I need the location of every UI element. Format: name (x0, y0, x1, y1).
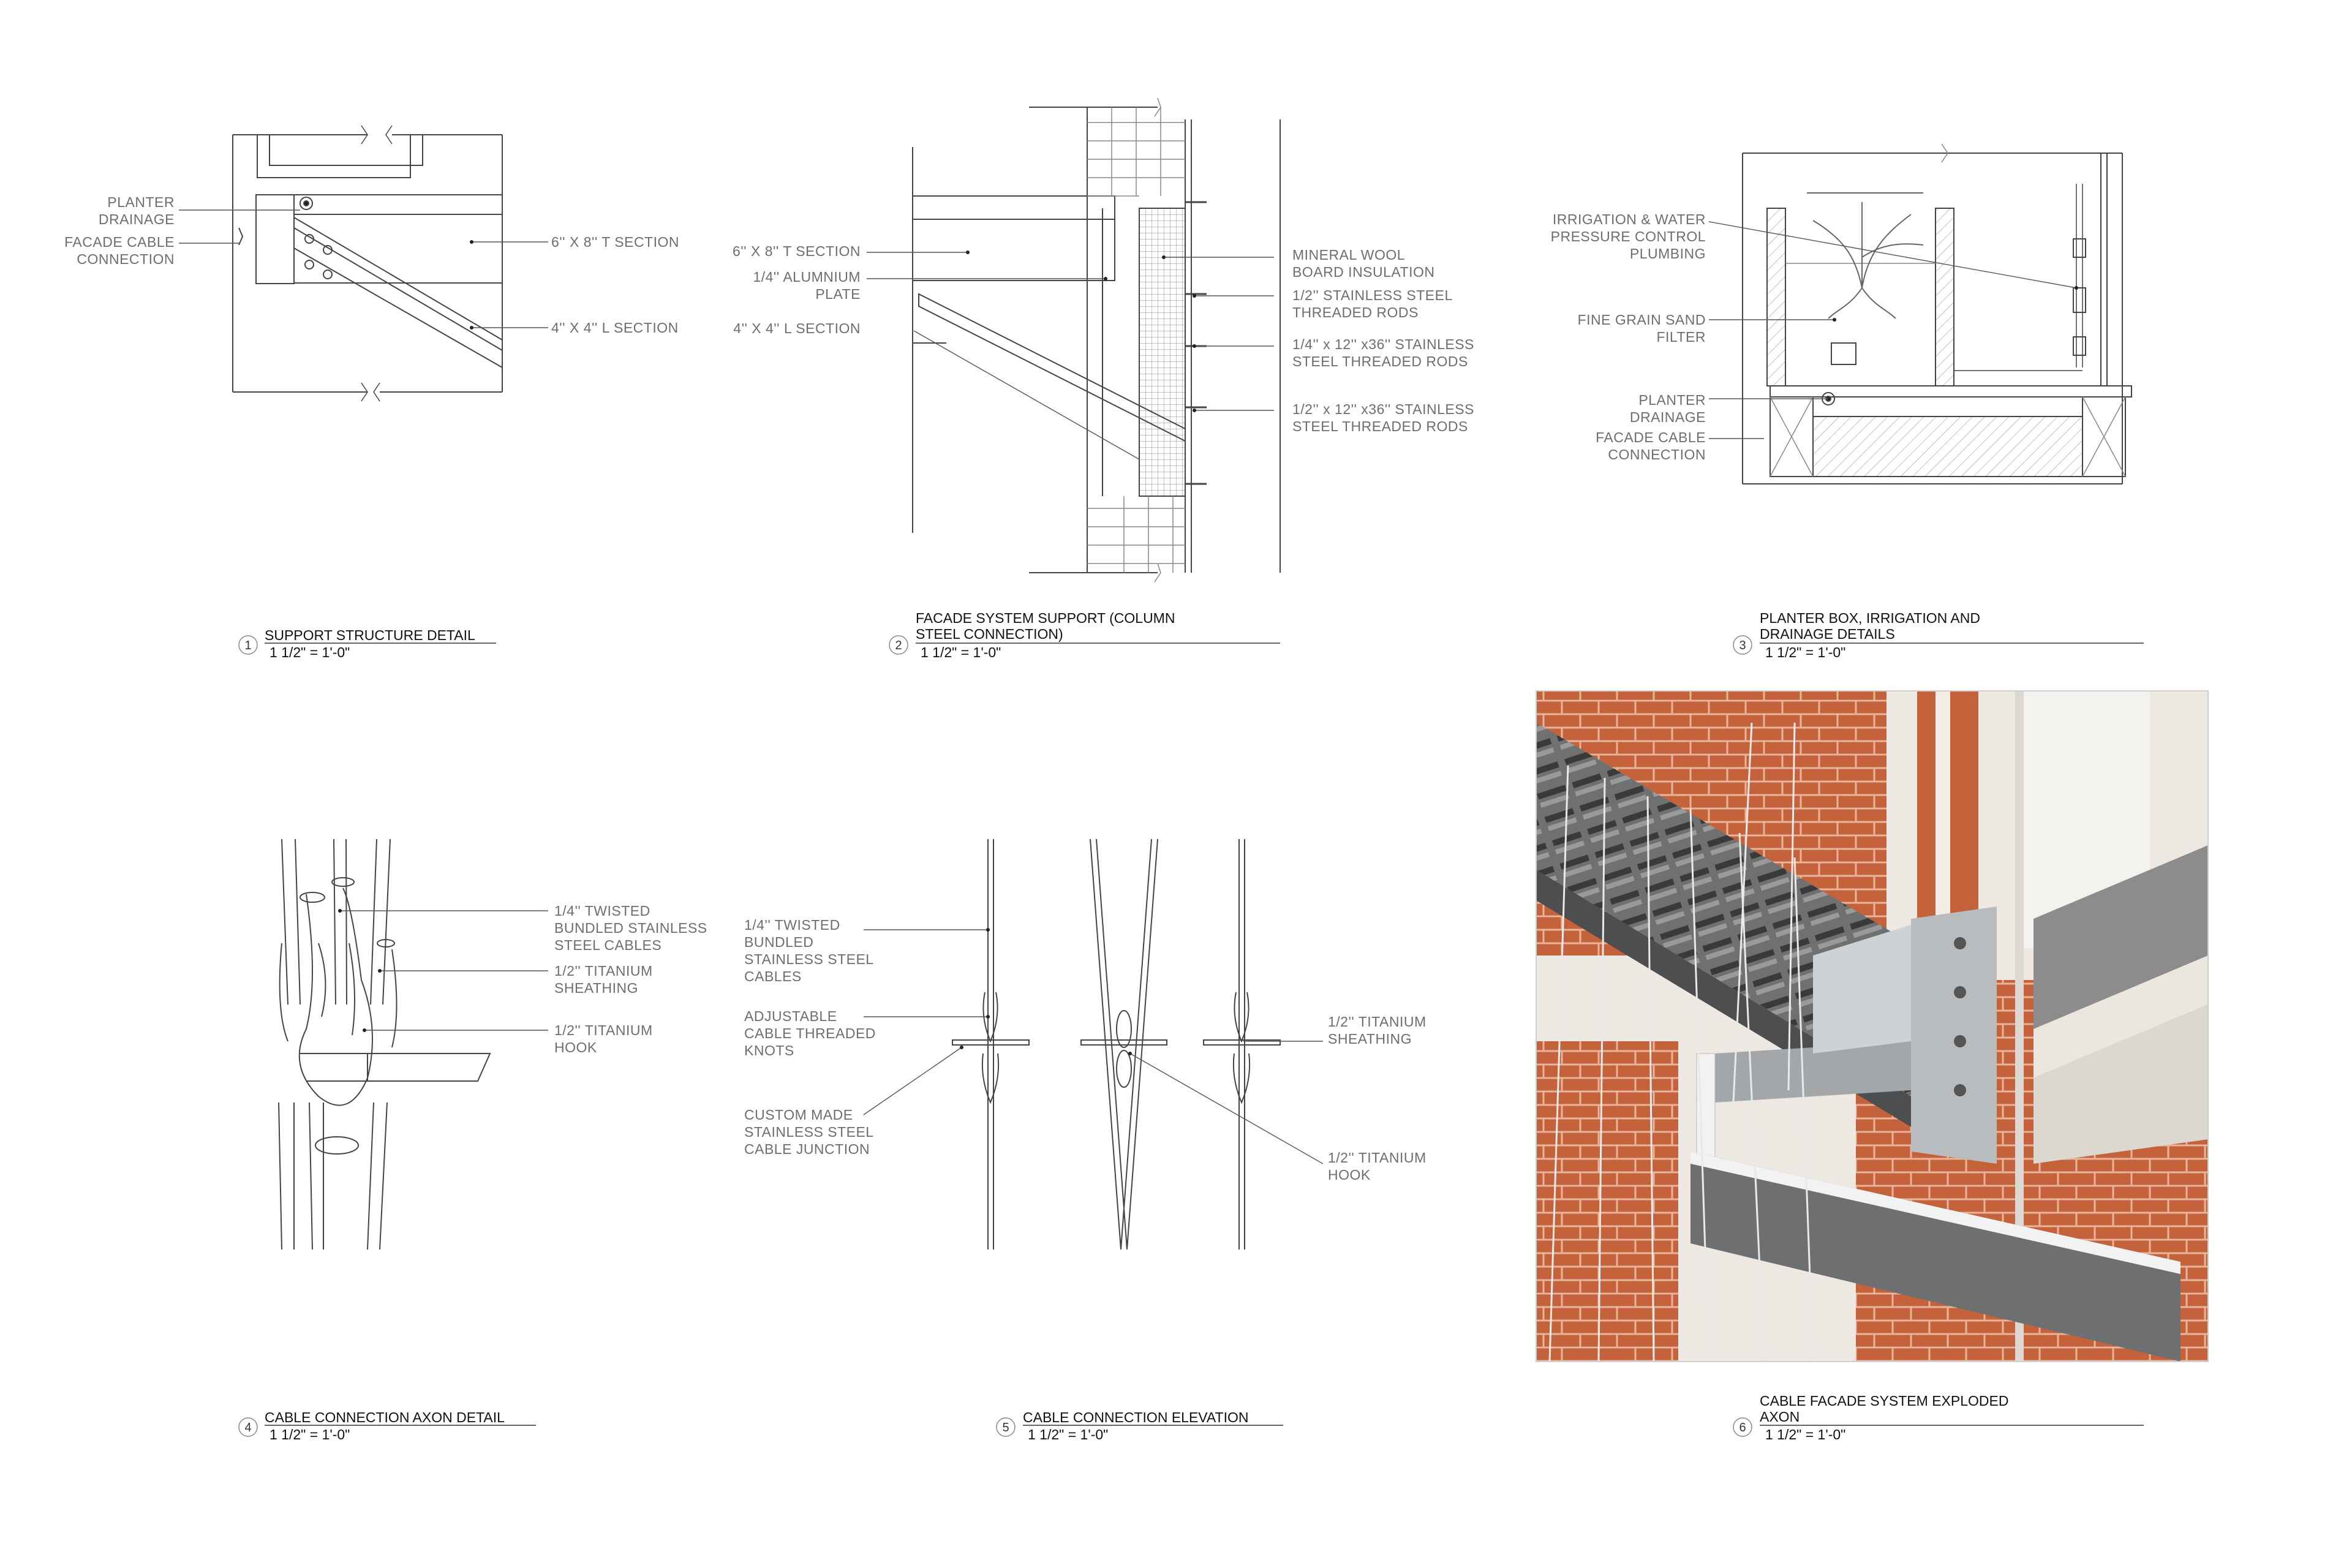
label-knots: KNOTS (744, 1042, 794, 1058)
label-aluminium: 1/4'' ALUMNIUM (753, 269, 861, 285)
detail-scale: 1 1/2" = 1'-0" (270, 1427, 350, 1442)
label-connection: CONNECTION (1608, 447, 1706, 462)
leader-dot (1193, 344, 1196, 348)
label-drainage: DRAINAGE (1629, 409, 1706, 425)
leader-dot (960, 1046, 963, 1049)
label-adjustable: ADJUSTABLE (744, 1008, 837, 1024)
label-facade-cable: FACADE CABLE (64, 234, 175, 250)
label-connection: CONNECTION (77, 251, 175, 267)
leader-dot (1128, 1052, 1132, 1055)
label-junction: CABLE JUNCTION (744, 1141, 870, 1157)
label-bundled: BUNDLED STAINLESS (554, 920, 707, 936)
detail-1-support-structure (64, 126, 679, 660)
leader-dot (1162, 255, 1166, 259)
label-planter: PLANTER (107, 194, 175, 210)
label-hook: HOOK (554, 1039, 597, 1055)
label-plate: PLATE (815, 286, 861, 302)
detail-6-exploded-axon (1536, 691, 2208, 1442)
detail-title: CABLE CONNECTION ELEVATION (1023, 1409, 1249, 1425)
label-sand: FINE GRAIN SAND (1577, 312, 1706, 328)
detail-number: 5 (1002, 1421, 1009, 1434)
detail-title: CABLE FACADE SYSTEM EXPLODED (1760, 1393, 2009, 1409)
leader-dot (1193, 409, 1196, 412)
label-cables: CABLES (744, 968, 802, 984)
label-sheathing: SHEATHING (554, 980, 638, 996)
label-twisted: 1/4'' TWISTED (744, 917, 840, 933)
axon-render-image (1536, 691, 2208, 1362)
label-plumbing: PLUMBING (1629, 246, 1706, 262)
leader-dot (338, 909, 342, 913)
leader-dot (966, 251, 970, 254)
detail-title-2: DRAINAGE DETAILS (1760, 626, 1895, 642)
detail-title: CABLE CONNECTION AXON DETAIL (265, 1409, 505, 1425)
detail-title-2: AXON (1760, 1409, 1800, 1425)
label-drainage: DRAINAGE (98, 211, 175, 227)
label-twisted: 1/4'' TWISTED (554, 903, 650, 919)
label-planter: PLANTER (1638, 392, 1706, 408)
label-stainless-rods: 1/2'' STAINLESS STEEL (1292, 287, 1453, 303)
detail-title-2: STEEL CONNECTION) (916, 626, 1063, 642)
detail-title: PLANTER BOX, IRRIGATION AND (1760, 610, 1980, 626)
detail-2-facade-system-support (733, 98, 1474, 660)
label-threaded-rods: THREADED RODS (1292, 304, 1419, 320)
leader-dot (470, 240, 473, 244)
leader-dot (1193, 294, 1196, 298)
leader-dot (986, 1015, 990, 1019)
label-steel-cables: STEEL CABLES (554, 937, 662, 953)
label-pressure-control: PRESSURE CONTROL (1550, 228, 1706, 244)
plant-icon (1807, 193, 1923, 318)
label-titanium: 1/2'' TITANIUM (1328, 1014, 1427, 1030)
leader-dot (986, 928, 990, 932)
label-titanium-hook: 1/2'' TITANIUM (1328, 1150, 1427, 1166)
label-mineral-wool: MINERAL WOOL (1292, 247, 1406, 263)
label-filter: FILTER (1656, 329, 1706, 345)
label-quarter-rods: 1/4'' x 12'' x36'' STAINLESS (1292, 336, 1474, 352)
label-sheathing: SHEATHING (1328, 1031, 1412, 1047)
detail-title: SUPPORT STRUCTURE DETAIL (265, 627, 475, 643)
label-custom: CUSTOM MADE (744, 1107, 853, 1123)
detail-title: FACADE SYSTEM SUPPORT (COLUMN (916, 610, 1175, 626)
detail-scale: 1 1/2" = 1'-0" (921, 644, 1001, 660)
label-board-insulation: BOARD INSULATION (1292, 264, 1435, 280)
detail-3-planter-box (1551, 144, 2144, 660)
label-l-section: 4'' X 4'' L SECTION (733, 320, 861, 336)
label-steel-rods: STEEL THREADED RODS (1292, 353, 1468, 369)
leader-dot (378, 969, 382, 973)
leader-dot (2075, 286, 2078, 290)
leader-dot (363, 1028, 366, 1032)
label-t-section: 6'' X 8'' T SECTION (551, 234, 679, 250)
detail-5-cable-elevation (744, 839, 1427, 1442)
label-stainless-steel: STAINLESS STEEL (744, 1124, 874, 1140)
detail-number: 1 (244, 639, 252, 652)
leader-dot (1833, 318, 1836, 322)
label-steel-rods-2: STEEL THREADED RODS (1292, 418, 1468, 434)
label-t-section: 6'' X 8'' T SECTION (733, 243, 861, 259)
detail-number: 6 (1739, 1421, 1746, 1434)
detail-scale: 1 1/2" = 1'-0" (1765, 1427, 1846, 1442)
label-titanium-hook: 1/2'' TITANIUM (554, 1022, 653, 1038)
detail-4-cable-axon (239, 839, 707, 1442)
detail-scale: 1 1/2" = 1'-0" (1028, 1427, 1109, 1442)
label-facade-cable: FACADE CABLE (1596, 429, 1706, 445)
label-l-section: 4'' X 4'' L SECTION (551, 320, 679, 336)
leader-dot (470, 326, 473, 330)
label-threaded: CABLE THREADED (744, 1025, 876, 1041)
label-hook: HOOK (1328, 1167, 1371, 1183)
detail-number: 3 (1739, 639, 1746, 652)
detail-number: 4 (244, 1421, 252, 1434)
detail-scale: 1 1/2" = 1'-0" (270, 644, 350, 660)
leader-dot (1104, 277, 1107, 281)
label-half-rods: 1/2'' x 12'' x36'' STAINLESS (1292, 401, 1474, 417)
detail-scale: 1 1/2" = 1'-0" (1765, 644, 1846, 660)
label-stainless: STAINLESS STEEL (744, 951, 874, 967)
label-irrigation: IRRIGATION & WATER (1552, 211, 1706, 227)
label-bundled: BUNDLED (744, 934, 814, 950)
detail-number: 2 (895, 639, 902, 652)
label-titanium: 1/2'' TITANIUM (554, 963, 653, 979)
